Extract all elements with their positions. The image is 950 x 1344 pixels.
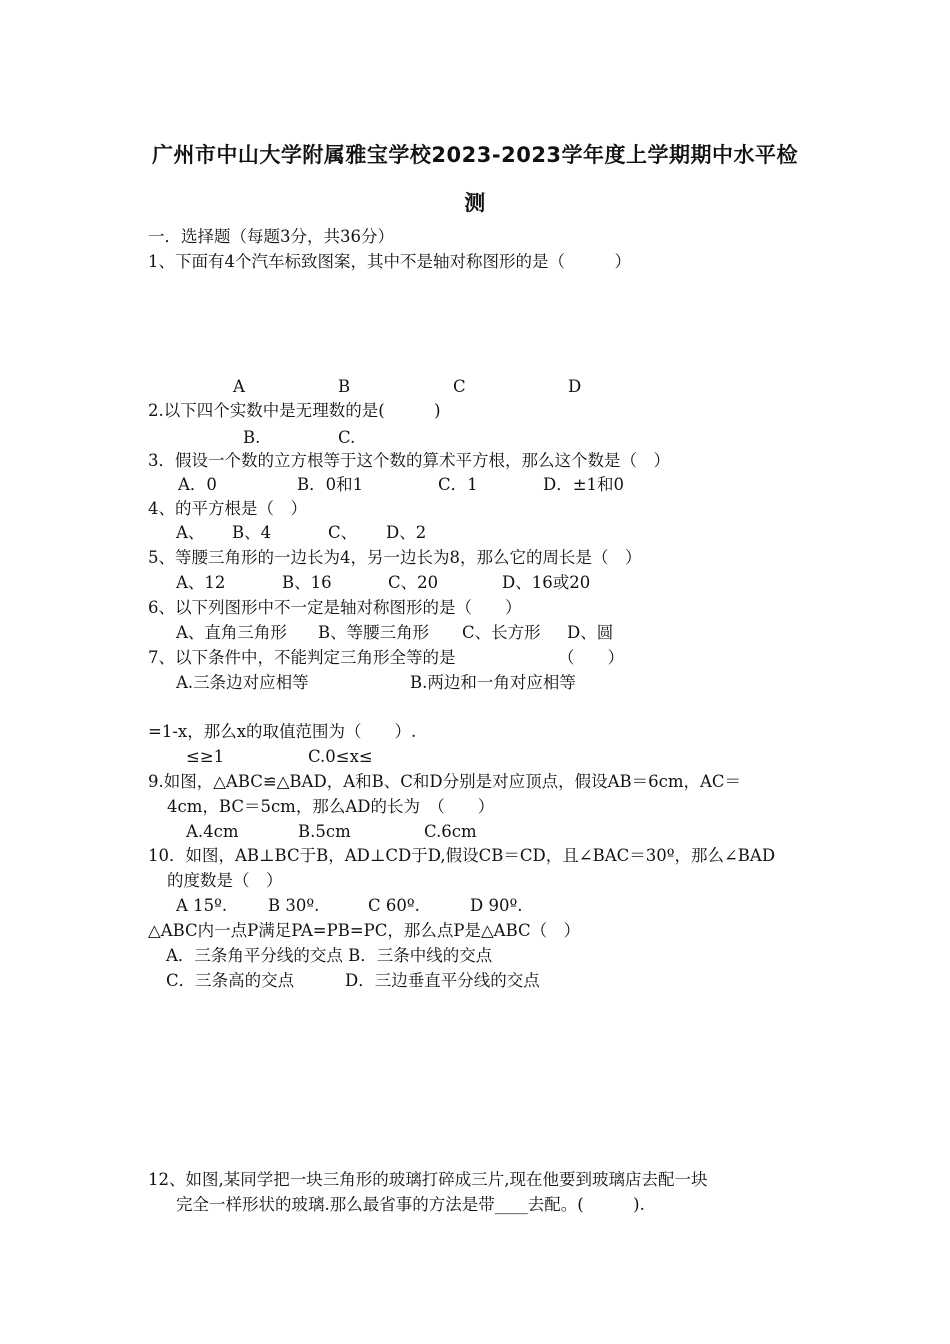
q4-option-b: B、4	[232, 523, 272, 542]
q11-option-d: D．三边垂直平分线的交点	[345, 971, 540, 990]
q7-option-a: A.三条边对应相等	[176, 673, 309, 692]
q2-option-c: C.	[338, 428, 356, 447]
exam-title-line2: 测	[464, 191, 486, 215]
question-1: 1、下面有4个汽车标致图案，其中不是轴对称图形的是（ ）	[148, 252, 631, 271]
question-9-line2: 4cm，BC＝5cm，那么AD的长为 （ ）	[167, 797, 495, 816]
q10-option-a: A 15º.	[176, 896, 228, 915]
q1-label-b: B	[338, 377, 351, 396]
exam-title-line1: 广州市中山大学附属雅宝学校2023-2023学年度上学期期中水平检	[151, 143, 799, 167]
q3-option-b: B．0和1	[297, 475, 364, 494]
q3-option-a: A．0	[178, 475, 217, 494]
q4-option-a: A、	[176, 523, 205, 542]
q11-option-c: C．三条高的交点	[166, 971, 295, 990]
question-10-line2: 的度数是（ ）	[167, 871, 283, 890]
question-2: 2.以下四个实数中是无理数的是( )	[148, 401, 441, 420]
section-heading: 一．选择题（每题3分，共36分）	[148, 227, 394, 246]
q8-option-c: C.0≤x≤	[308, 747, 373, 766]
q5-option-d: D、16或20	[502, 573, 591, 592]
question-7: 7、以下条件中，不能判定三角形全等的是	[148, 648, 456, 667]
q5-option-c: C、20	[388, 573, 439, 592]
question-10-line1: 10．如图，AB⊥BC于B，AD⊥CD于D,假设CB＝CD，且∠BAC＝30º，那么∠BAD	[148, 846, 776, 865]
q6-option-c: C、长方形	[462, 623, 541, 642]
q2-option-b: B.	[243, 428, 261, 447]
q9-option-c: C.6cm	[424, 822, 477, 841]
question-5: 5、等腰三角形的一边长为4，另一边长为8，那么它的周长是（ ）	[148, 548, 642, 567]
q10-option-d: D 90º.	[470, 896, 523, 915]
question-8: =1-x，那么x的取值范围为（ ）.	[148, 722, 417, 741]
question-3: 3．假设一个数的立方根等于这个数的算术平方根，那么这个数是（ ）	[148, 451, 670, 470]
question-9-line1: 9.如图，△ABC≌△BAD，A和B、C和D分别是对应顶点，假设AB＝6cm，AC＝	[148, 772, 742, 791]
question-4: 4、的平方根是（ ）	[148, 499, 307, 518]
q5-option-a: A、12	[176, 573, 226, 592]
question-12-line2: 完全一样形状的玻璃.那么最省事的方法是带____去配。( ).	[176, 1195, 645, 1214]
q5-option-b: B、16	[282, 573, 332, 592]
q3-option-d: D．±1和0	[543, 475, 625, 494]
q3-option-c: C．1	[438, 475, 478, 494]
q1-label-c: C	[453, 377, 466, 396]
question-6: 6、以下列图形中不一定是轴对称图形的是（ ）	[148, 598, 522, 617]
q9-option-a: A.4cm	[186, 822, 239, 841]
q1-label-a: A	[233, 377, 245, 396]
question-12-line1: 12、如图,某同学把一块三角形的玻璃打碎成三片,现在他要到玻璃店去配一块	[148, 1170, 708, 1189]
q9-option-b: B.5cm	[298, 822, 351, 841]
question-11: △ABC内一点P满足PA=PB=PC，那么点P是△ABC（ ）	[148, 921, 581, 940]
q7-answer-paren: （ ）	[558, 648, 624, 667]
q10-option-b: B 30º.	[268, 896, 320, 915]
q7-option-b: B.两边和一角对应相等	[410, 673, 576, 692]
q4-option-c: C、	[328, 523, 358, 542]
q8-option-b: ≤≥1	[186, 747, 225, 766]
q6-option-b: B、等腰三角形	[318, 623, 430, 642]
q4-option-d: D、2	[386, 523, 427, 542]
q10-option-c: C 60º.	[368, 896, 420, 915]
q1-label-d: D	[568, 377, 582, 396]
q6-option-a: A、直角三角形	[176, 623, 287, 642]
q11-options-ab: A．三条角平分线的交点 B．三条中线的交点	[166, 946, 493, 965]
q6-option-d: D、圆	[567, 623, 614, 642]
